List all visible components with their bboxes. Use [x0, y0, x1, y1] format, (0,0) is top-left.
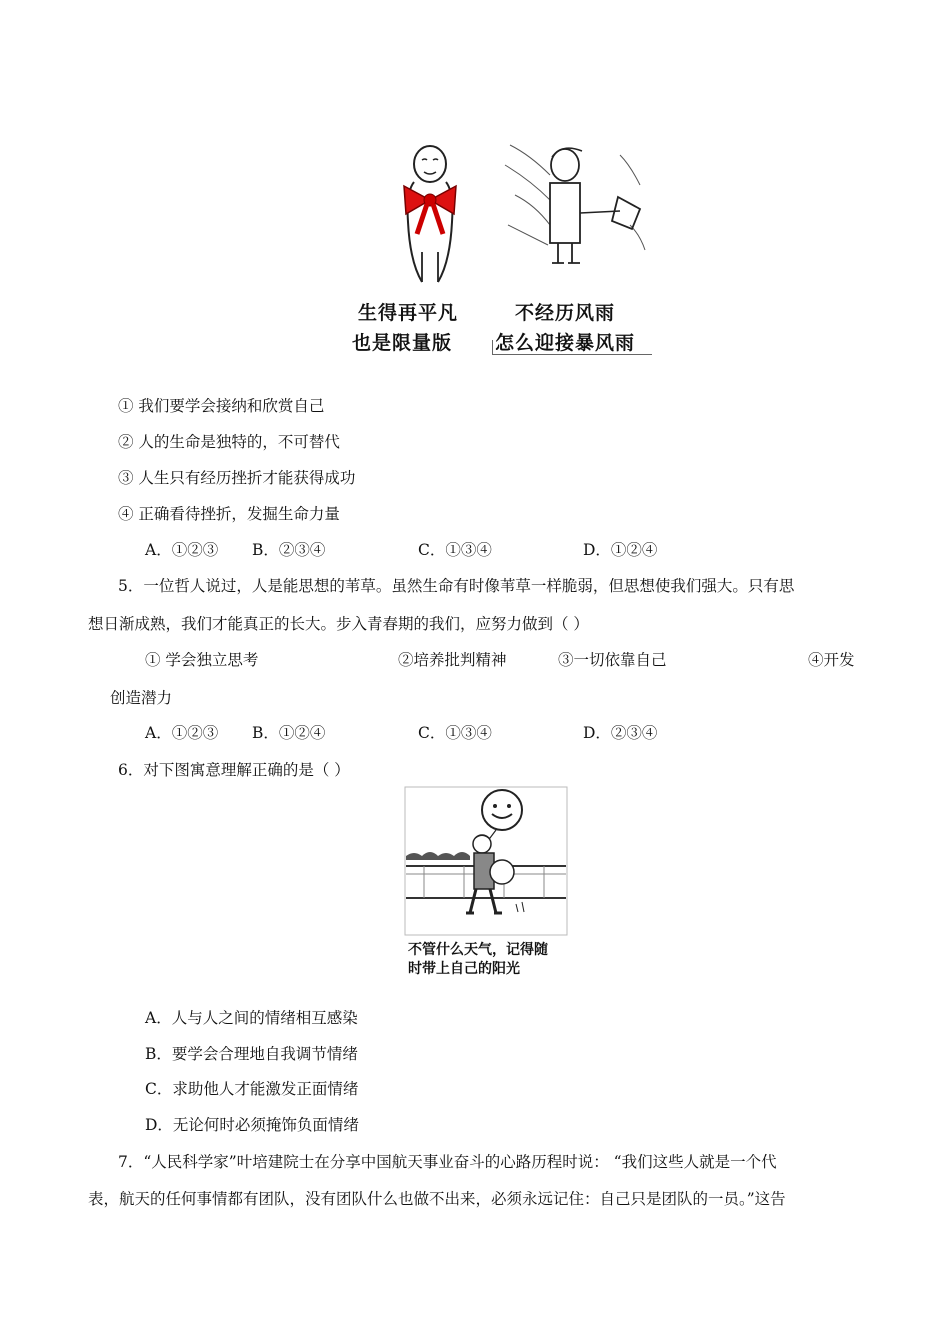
figure-cartoons-1: [340, 130, 660, 365]
q6-stem: 6．对下图寓意理解正确的是（ ）: [118, 761, 350, 779]
q4-option-a[interactable]: A．①②③: [145, 541, 219, 559]
q5-stem-line1: 5．一位哲人说过，人是能思想的苇草。虽然生命有时像苇草一样脆弱，但思想使我们强大。只有思: [118, 577, 795, 595]
caption-right-line1: 不经历风雨: [515, 302, 616, 324]
figure-cartoon-sunshine: [404, 786, 568, 978]
q5-item-3: ③一切依靠自己: [558, 651, 667, 669]
caption-right-line2: 怎么迎接暴风雨: [495, 332, 636, 354]
q5-stem-line2: 想日渐成熟，我们才能真正的长大。步入青春期的我们，应努力做到（ ）: [88, 615, 589, 633]
q4-statement-3: ③ 人生只有经历挫折才能获得成功: [118, 469, 356, 487]
q5-item-1: ① 学会独立思考: [145, 651, 259, 669]
q5-option-c[interactable]: C．①③④: [418, 724, 492, 742]
q6-option-a[interactable]: A．人与人之间的情绪相互感染: [145, 1009, 358, 1027]
caption-tick: [492, 340, 493, 355]
cartoon-caption-line2: 时带上自己的阳光: [408, 961, 520, 977]
q6-option-b[interactable]: B．要学会合理地自我调节情绪: [145, 1045, 358, 1063]
caption-left-line2: 也是限量版: [352, 332, 453, 354]
q7-stem-line2: 表，航天的任何事情都有团队，没有团队什么也做不出来，必须永远记住：自己只是团队的一员。”这告: [88, 1190, 786, 1208]
q5-option-d[interactable]: D．②③④: [583, 724, 658, 742]
cartoon-caption-line1: 不管什么天气，记得随: [408, 942, 548, 958]
q5-item-2: ②培养批判精神: [398, 651, 507, 669]
q6-option-c[interactable]: C．求助他人才能激发正面情绪: [145, 1080, 359, 1098]
caption-underline: [492, 354, 652, 355]
q4-statement-4: ④ 正确看待挫折，发掘生命力量: [118, 505, 340, 523]
cartoon-walking-boy: [404, 786, 568, 936]
q5-item-4-cont: 创造潜力: [110, 689, 173, 707]
q4-statement-2: ② 人的生命是独特的，不可替代: [118, 433, 340, 451]
q7-stem-line1: 7．“人民科学家”叶培建院士在分享中国航天事业奋斗的心路历程时说： “我们这些人就是一个代: [118, 1153, 777, 1171]
cartoon-ribbon-boy: [370, 140, 490, 290]
caption-left-line1: 生得再平凡: [358, 302, 459, 324]
q5-option-b[interactable]: B．①②④: [252, 724, 326, 742]
q4-option-b[interactable]: B．②③④: [252, 541, 326, 559]
cartoon-wind-kite: [500, 135, 660, 285]
q5-option-a[interactable]: A．①②③: [145, 724, 219, 742]
q6-option-d[interactable]: D．无论何时必须掩饰负面情绪: [145, 1116, 359, 1134]
q4-option-d[interactable]: D．①②④: [583, 541, 658, 559]
q4-option-c[interactable]: C．①③④: [418, 541, 492, 559]
q5-item-4: ④开发: [808, 651, 855, 669]
q4-statement-1: ① 我们要学会接纳和欣赏自己: [118, 397, 325, 415]
